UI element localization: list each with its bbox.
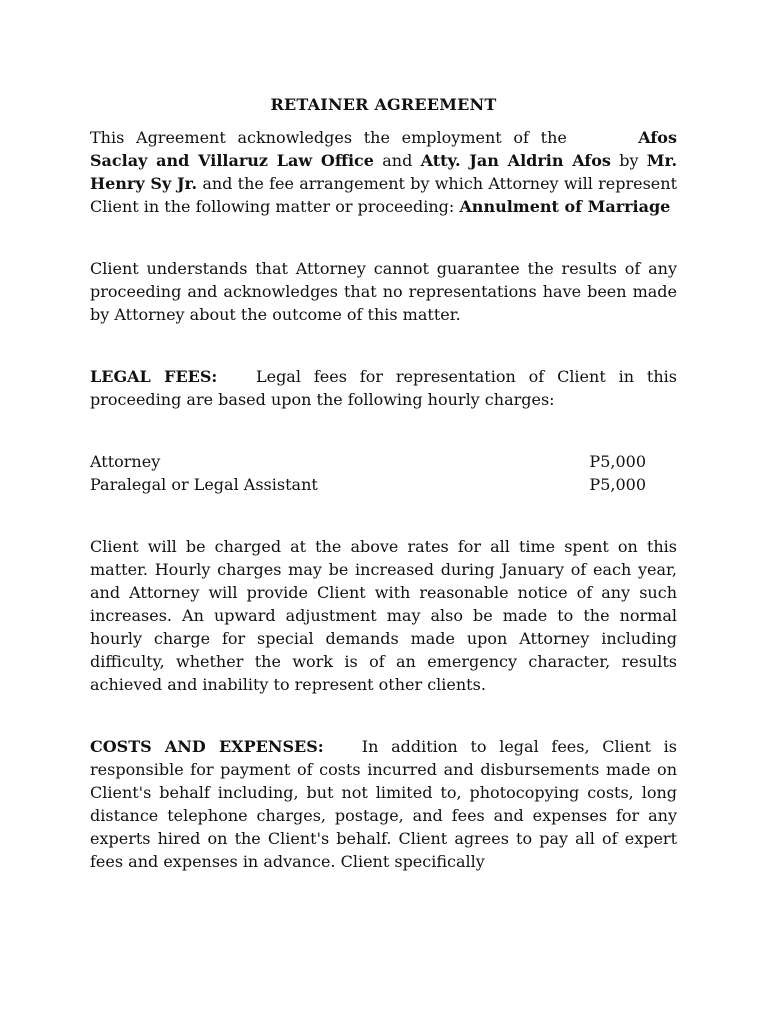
fee-rate: P5,000	[589, 452, 646, 471]
legal-fees-heading: LEGAL FEES:	[90, 367, 218, 386]
legal-fees-text: Legal fees for representation of Client in this proceeding are based upon the following hourly charges:	[90, 367, 677, 409]
legal-fees-paragraph	[90, 365, 677, 411]
fee-schedule	[90, 450, 646, 496]
attorney-name: Atty. Jan Aldrin Afos	[420, 151, 611, 170]
intro-text-3: by	[619, 151, 639, 170]
matter-name: Annulment of Marriage	[459, 197, 671, 216]
costs-heading: COSTS AND EXPENSES:	[90, 737, 324, 756]
fee-row	[90, 450, 646, 473]
intro-text-2: and	[382, 151, 413, 170]
fee-role: Paralegal or Legal Assistant	[90, 475, 318, 494]
guarantee-paragraph: Client understands that Attorney cannot guarantee the results of any proceeding and acknowledges that no representations have been made by Attorney about the outcome of this matter.	[90, 259, 677, 324]
costs-paragraph	[90, 735, 677, 873]
intro-text-4: and the fee arrangement by which Attorney will represent Client in the following matter or proceeding:	[90, 174, 677, 216]
document-page	[90, 93, 677, 873]
intro-paragraph	[90, 126, 677, 218]
client-name: Mr. Henry Sy Jr.	[90, 151, 678, 193]
costs-text: In addition to legal fees, Client is responsible for payment of costs incurred and disbursements made on Client's behalf including, but not limited to, photocopying costs, long distance telephone charges, postage, and fees and expenses for any experts hired on the Client's behalf. Client agrees to pay all of expert fees and expenses in advance. Client specifically	[90, 737, 677, 871]
firm-name: Afos Saclay and Villaruz Law Office	[90, 128, 677, 170]
fee-rate: P5,000	[589, 475, 646, 494]
charges-paragraph: Client will be charged at the above rates for all time spent on this matter. Hourly charges may be increased during January of each year, and Attorney will provide Client with reasonable notice of any such increases. An upward adjustment may also be made to the normal hourly charge for special demands made upon Attorney including difficulty, whether the work is of an emergency character, results achieved and inability to represent other clients.	[90, 537, 677, 694]
document-title: RETAINER AGREEMENT	[270, 95, 497, 114]
fee-role: Attorney	[90, 452, 161, 471]
intro-text-1: This Agreement acknowledges the employment of the	[90, 128, 567, 147]
fee-row	[90, 473, 646, 496]
